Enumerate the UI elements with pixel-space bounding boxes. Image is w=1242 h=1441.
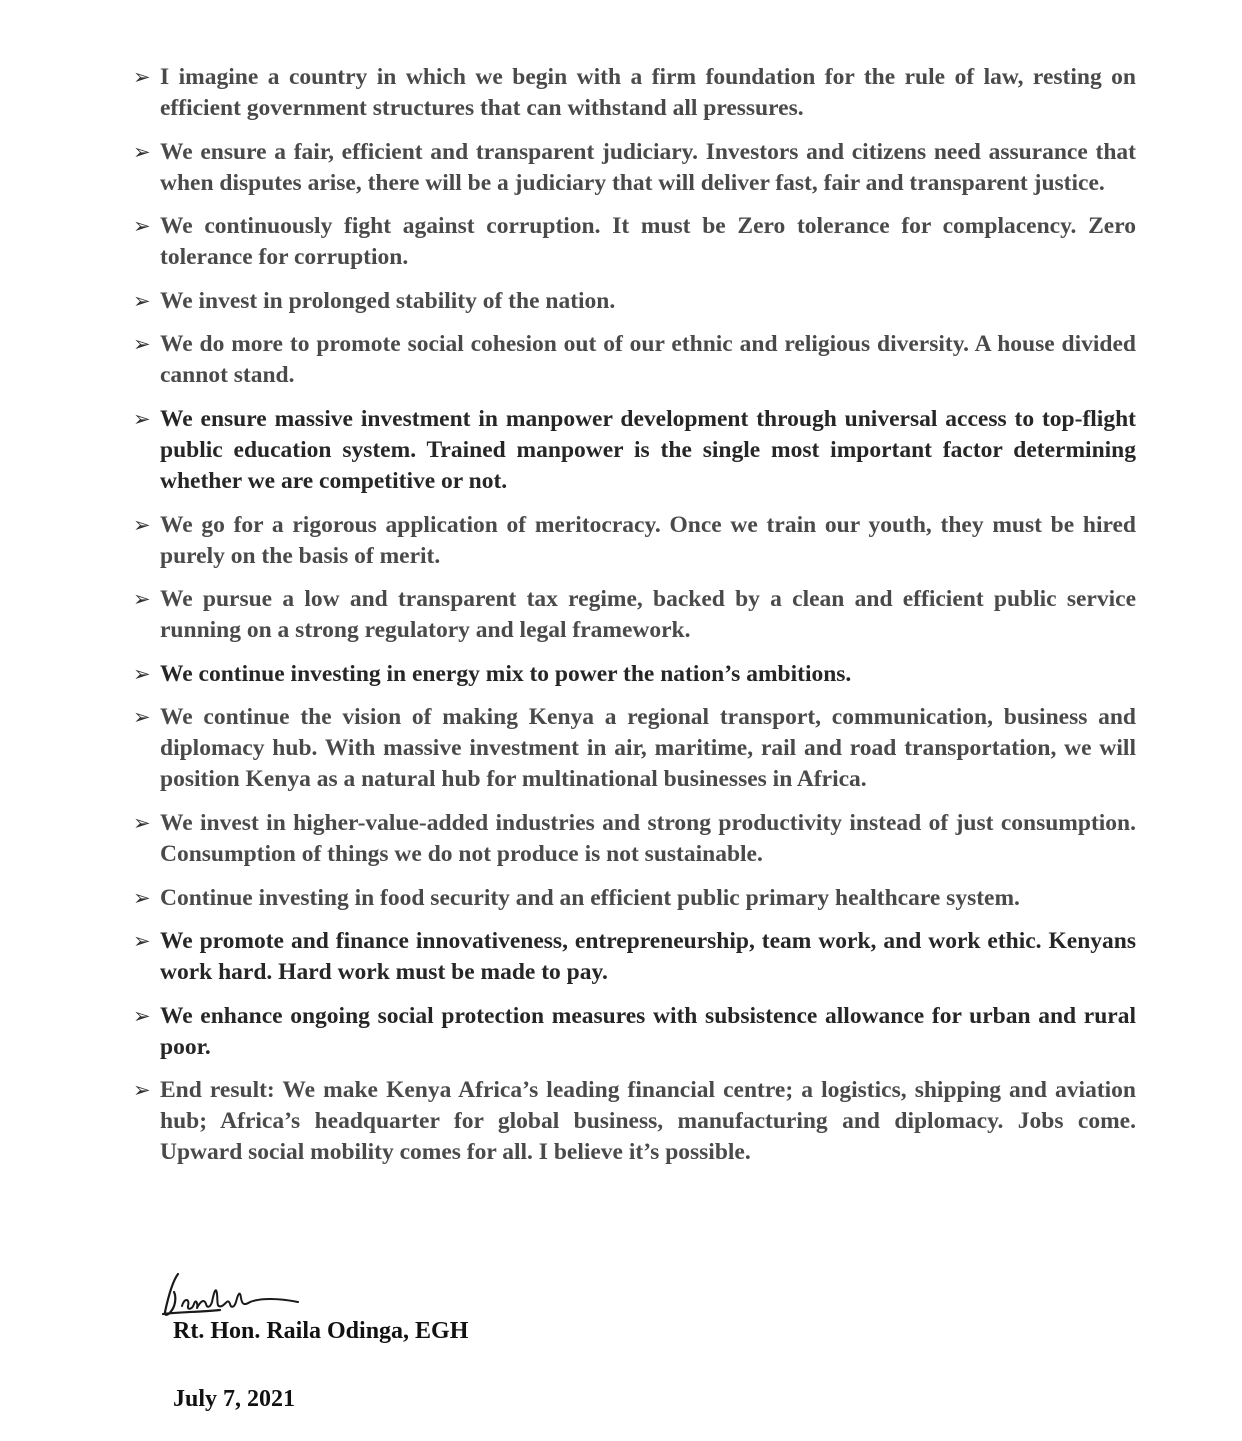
statement-item (133, 883, 1136, 914)
statement-item (133, 62, 1136, 124)
arrow-bullet-icon: ➢ (133, 512, 151, 537)
statement-item (133, 659, 1136, 690)
statement-item (133, 510, 1136, 572)
statement-item (133, 584, 1136, 646)
statement-text: We continuously fight against corruption. It must be Zero tolerance for complacency. Zero tolerance for corruption. (160, 213, 1136, 271)
statement-text: We invest in prolonged stability of the nation. (160, 287, 616, 314)
statement-item (133, 286, 1136, 317)
statement-text: We go for a rigorous application of meritocracy. Once we train our youth, they must be hired purely on the basis of merit. (160, 511, 1136, 569)
statement-item (133, 1075, 1136, 1168)
statement-item (133, 404, 1136, 497)
statement-item (133, 329, 1136, 391)
statement-text: We continue the vision of making Kenya a regional transport, communication, business and diplomacy hub. With massive investment in air, maritime, rail and road transportation, we will position Kenya as a natural hub for multinational businesses in Africa. (160, 704, 1136, 793)
statement-text: I imagine a country in which we begin with a firm foundation for the rule of law, resting on efficient government structures that can withstand all pressures. (160, 64, 1136, 121)
arrow-bullet-icon: ➢ (133, 139, 151, 164)
statement-item (133, 137, 1136, 199)
arrow-bullet-icon: ➢ (133, 1003, 151, 1028)
arrow-bullet-icon: ➢ (133, 406, 151, 431)
arrow-bullet-icon: ➢ (133, 1078, 151, 1103)
statement-item (133, 702, 1136, 795)
statement-list (133, 62, 1136, 1181)
statement-text: We promote and finance innovativeness, entrepreneurship, team work, and work ethic. Kenyans work hard. Hard work must be made to pay. (160, 928, 1136, 986)
statement-item (133, 926, 1136, 988)
statement-text: We do more to promote social cohesion out of our ethnic and religious diversity. A house divided cannot stand. (160, 331, 1136, 389)
arrow-bullet-icon: ➢ (133, 587, 151, 612)
statement-text: We enhance ongoing social protection measures with subsistence allowance for urban and rural poor. (160, 1002, 1136, 1060)
statement-text: We pursue a low and transparent tax regime, backed by a clean and efficient public service running on a strong regulatory and legal framework. (160, 586, 1136, 644)
arrow-bullet-icon: ➢ (133, 705, 151, 730)
statement-text: Continue investing in food security and an efficient public primary healthcare system. (160, 884, 1020, 911)
handwritten-signature (160, 1268, 305, 1320)
statement-text: We ensure massive investment in manpower development through universal access to top-flight public education system. Trained manpower is the single most important factor determining whether we are competitive or not. (160, 405, 1136, 494)
statement-text: We ensure a fair, efficient and transparent judiciary. Investors and citizens need assurance that when disputes arise, there will be a judiciary that will deliver fast, fair and transparent justice. (160, 138, 1136, 196)
signatory-name: Rt. Hon. Raila Odinga, EGH (173, 1318, 469, 1344)
arrow-bullet-icon: ➢ (133, 885, 151, 910)
arrow-bullet-icon: ➢ (133, 810, 151, 835)
arrow-bullet-icon: ➢ (133, 288, 151, 313)
statement-item (133, 808, 1136, 870)
statement-item (133, 211, 1136, 273)
statement-item (133, 1001, 1136, 1063)
statement-text: We continue investing in energy mix to power the nation’s ambitions. (160, 660, 852, 687)
arrow-bullet-icon: ➢ (133, 214, 151, 239)
statement-text: End result: We make Kenya Africa’s leading financial centre; a logistics, shipping and aviation hub; Africa’s headquarter for global business, manufacturing and diplomacy. Jobs come. Upward social mobility comes for all. I believe it’s possible. (160, 1077, 1136, 1166)
arrow-bullet-icon: ➢ (133, 661, 151, 686)
arrow-bullet-icon: ➢ (133, 929, 151, 954)
arrow-bullet-icon: ➢ (133, 65, 151, 89)
arrow-bullet-icon: ➢ (133, 332, 151, 357)
signature-date: July 7, 2021 (173, 1386, 296, 1412)
statement-text: We invest in higher-value-added industries and strong productivity instead of just consumption. Consumption of things we do not produce is not sustainable. (160, 809, 1136, 867)
